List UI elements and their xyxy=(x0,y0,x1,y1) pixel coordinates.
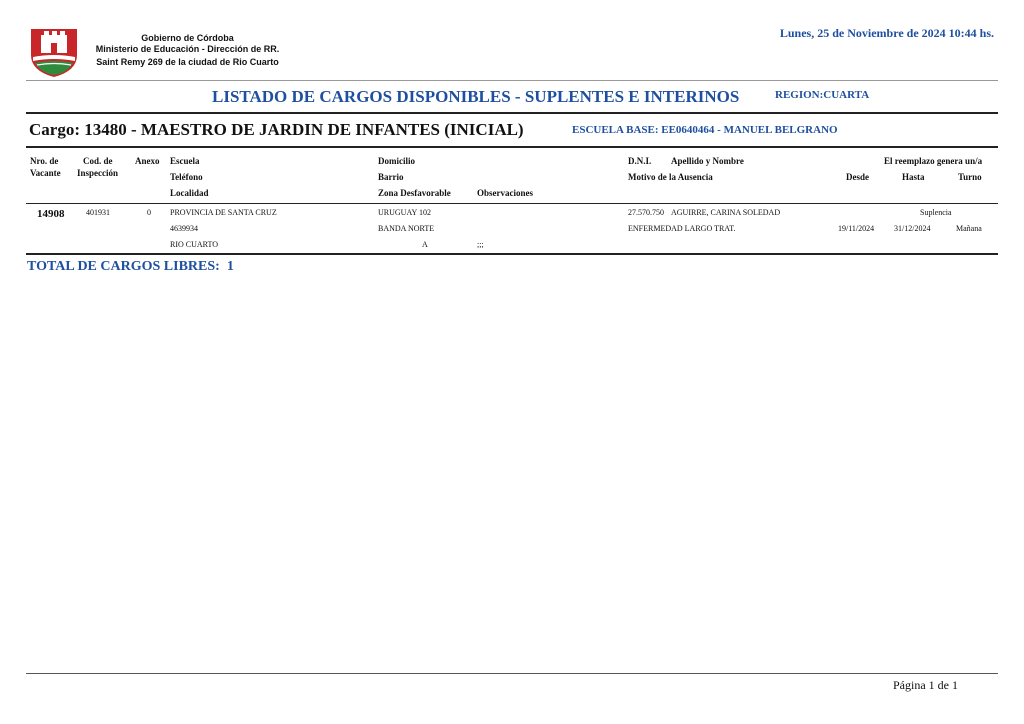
col-telefono: Teléfono xyxy=(170,172,203,182)
header-ministerio: Ministerio de Educación - Dirección de RR. xyxy=(95,44,280,54)
col-reemplazo: El reemplazo genera un/a xyxy=(884,156,983,166)
row-dni: 27.570.750 xyxy=(628,208,664,217)
row-barrio: BANDA NORTE xyxy=(378,224,435,233)
report-region: REGION:CUARTA xyxy=(775,89,870,101)
footer-divider xyxy=(26,673,998,674)
row-apellido: AGUIRRE, CARINA SOLEDAD xyxy=(671,208,781,217)
total-cargos-libres: TOTAL DE CARGOS LIBRES: 1 xyxy=(27,259,234,274)
row-vacante: 14908 xyxy=(37,208,65,220)
col-barrio: Barrio xyxy=(378,172,404,182)
title-divider xyxy=(26,112,998,114)
col-inspeccion: Inspección xyxy=(77,168,119,178)
page-number: Página 1 de 1 xyxy=(893,678,958,692)
row-desde: 19/11/2024 xyxy=(838,224,875,233)
row-inspeccion: 401931 xyxy=(86,208,110,217)
header-org-block xyxy=(80,33,295,68)
col-motivo: Motivo de la Ausencia xyxy=(628,172,713,182)
col-escuela: Escuela xyxy=(170,156,200,166)
row-zona: A xyxy=(422,240,428,249)
header-row-divider xyxy=(26,203,998,204)
row-anexo: 0 xyxy=(147,208,151,217)
col-zona: Zona Desfavorable xyxy=(378,188,451,198)
col-apellido: Apellido y Nombre xyxy=(671,156,744,166)
col-localidad: Localidad xyxy=(170,188,209,198)
col-cod-de: Cod. de xyxy=(83,156,113,166)
row-observaciones: ;;; xyxy=(477,240,484,249)
col-turno: Turno xyxy=(958,172,982,182)
header-address: Saint Remy 269 de la ciudad de Rio Cuarto xyxy=(96,57,279,67)
row-domicilio: URUGUAY 102 xyxy=(378,208,431,217)
col-vacante: Vacante xyxy=(30,168,61,178)
col-observaciones: Observaciones xyxy=(477,188,533,198)
report-title: LISTADO DE CARGOS DISPONIBLES - SUPLENTES E INTERINOS xyxy=(212,87,740,106)
header-gobierno: Gobierno de Córdoba xyxy=(141,33,234,43)
cargo-divider xyxy=(26,146,998,148)
row-turno: Mañana xyxy=(956,224,982,233)
row-telefono: 4639934 xyxy=(170,224,198,233)
row-reemplazo: Suplencia xyxy=(920,208,952,217)
coat-of-arms-logo xyxy=(27,25,81,79)
row-motivo: ENFERMEDAD LARGO TRAT. xyxy=(628,224,736,233)
cargo-heading: Cargo: 13480 - MAESTRO DE JARDIN DE INFANTES (INICIAL) xyxy=(29,120,524,139)
row-escuela: PROVINCIA DE SANTA CRUZ xyxy=(170,208,277,217)
col-dni: D.N.I. xyxy=(628,156,652,166)
col-nro-de: Nro. de xyxy=(30,156,59,166)
row-localidad: RIO CUARTO xyxy=(170,240,219,249)
row-hasta: 31/12/2024 xyxy=(894,224,931,233)
col-anexo: Anexo xyxy=(135,156,160,166)
col-domicilio: Domicilio xyxy=(378,156,415,166)
col-desde: Desde xyxy=(846,172,869,182)
escuela-base: ESCUELA BASE: EE0640464 - MANUEL BELGRANO xyxy=(572,124,838,136)
header-divider xyxy=(26,80,998,81)
table-bottom-divider xyxy=(26,253,998,255)
header-datetime: Lunes, 25 de Noviembre de 2024 10:44 hs. xyxy=(779,26,994,40)
col-hasta: Hasta xyxy=(902,172,925,182)
